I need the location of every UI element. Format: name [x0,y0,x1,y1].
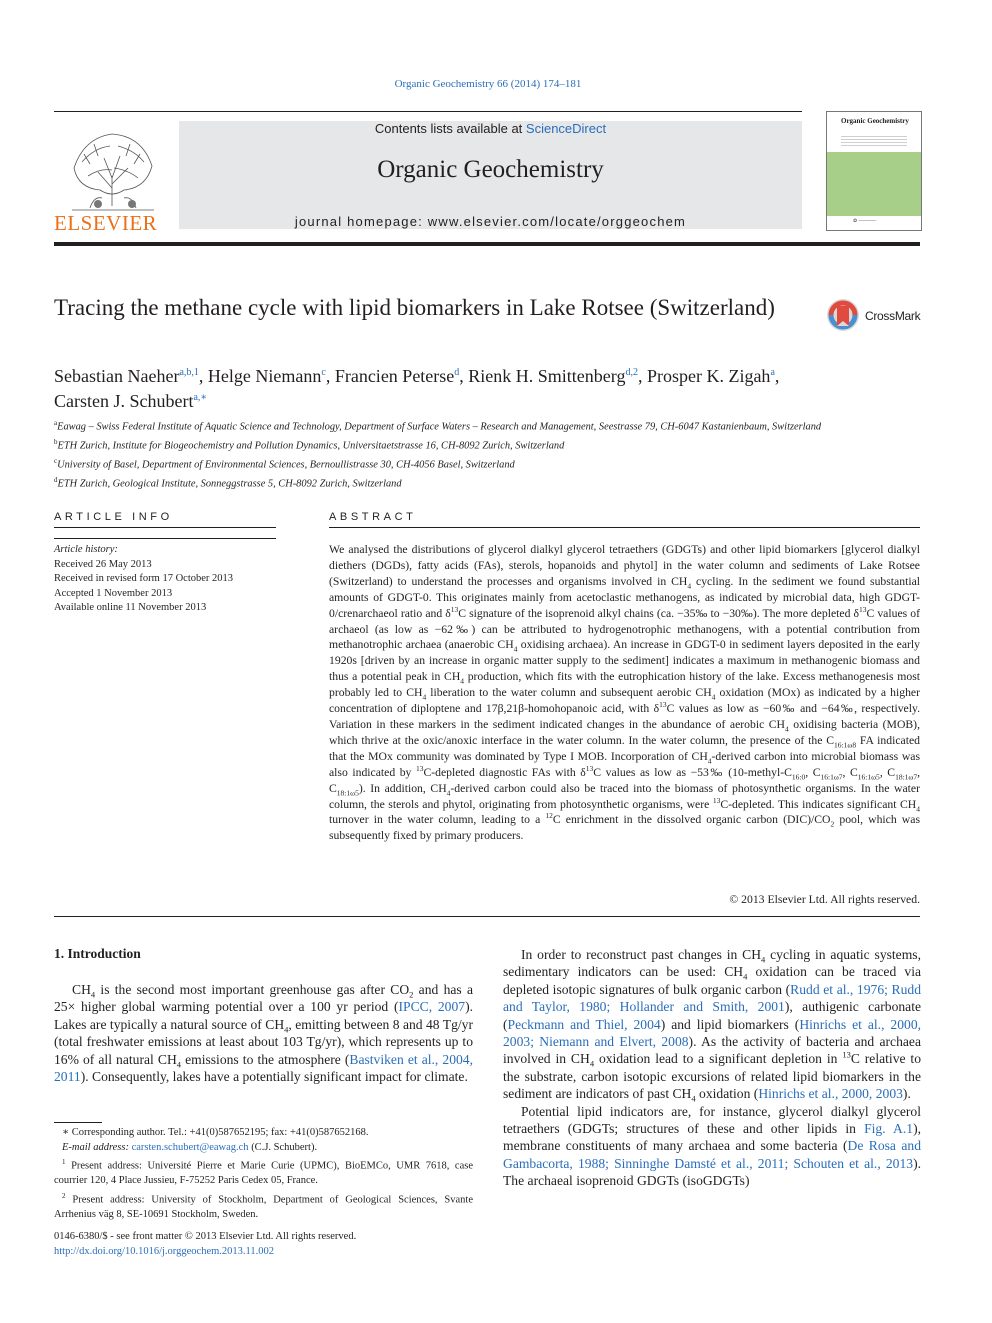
affiliations [54,416,920,492]
citation-link[interactable]: Hinrichs et al., 2000, 2003; Niemann and Elvert, 2008 [503,1016,922,1050]
history-item: Received in revised form 17 October 2013 [54,573,234,584]
author[interactable]: Rienk H. Smittenberg [468,366,626,386]
history-item: Received 26 May 2013 [54,558,152,570]
citation-link[interactable]: Bastviken et al., 2004, 2011 [54,1051,473,1085]
citation-link[interactable]: Hinrichs et al., 2000, 2003 [758,1086,903,1102]
issn-line: 0146-6380/$ - see front matter © 2013 Elsevier Ltd. All rights reserved. [54,1231,357,1242]
figure-link[interactable]: Fig. A.1 [864,1121,914,1137]
body-paragraph: In order to reconstruct past changes in $CH_4$ cycling in aquatic systems, sedimentary indicators can be used: $CH_4$ oxidation can be traced via depleted isotopic signatures of bulk organic carbon (Rudd et al., 1976; Rudd and Taylor, 1980; Hollander and Smith, 2001), authigenic carbonate (Peckmann and Thiel, 2004) and lipid biomarkers (Hinrichs et al., 2000, 2003; Niemann and Elvert, 2008). As the activity of bacteria and archaea involved in $CH_4$ oxidation lead to a significant depletion in $^{13}$C relative to the substrate, carbon isotopic excursions of related lipid biomarkers in the sediment are indicators of past $CH_4$ oxidation (Hinrichs et al., 2000, 2003). [503,947,922,1104]
footnote: $^1$ Present address: Université Pierre et Marie Curie (UPMC), BioEMCo, UMR 7618, case courrier 120, 4 Place Jussieu, F-75252 Paris Cedex 05, France. [54,1158,474,1187]
body-paragraph: $CH_4$ is the second most important greenhouse gas after $CO_2$ and has a 25× higher global warming potential over a 100 yr period (IPCC, 2007). Lakes are typically a natural source of $CH_4$, emitting between 8 and 48 Tg/yr (total freshwater emissions at least about 103 Tg/yr), which represents up to 16% of all natural $CH_4$ emissions to the atmosphere (Bastviken et al., 2004, 2011). Consequently, lakes have a potentially significant impact for climate. [54,982,474,1085]
body-paragraph: Potential lipid indicators are, for instance, glycerol dialkyl glycerol tetraethers (GDGTs; structures of these and other lipids in Fig. A.1), membrane constituents of many archaea and some bacteria (De Rosa and Gambacorta, 1988; Sinninghe Damsté et al., 2011; Schouten et al., 2013). The archaeal isoprenoid GDGTs (isoGDGTs) [503,1103,921,1189]
author[interactable]: Prosper K. Zigah [646,366,771,386]
rule [54,538,276,539]
header-thick-rule [54,242,920,246]
sciencedirect-link[interactable]: ScienceDirect [525,121,607,136]
footnote: ∗ Corresponding author. Tel.: +41(0)587652195; fax: +41(0)587652168. [62,1127,369,1138]
rule [54,527,276,528]
cover-title: Organic Geochemistry [841,117,909,125]
article-info-heading: ARTICLE INFO [54,511,173,523]
header-rule [54,111,802,112]
cover-publisher-mark: ✿ ───── [853,219,877,224]
author[interactable]: Helge Niemann [207,366,322,386]
contents-line: Contents lists available at ScienceDirect [374,121,607,136]
elsevier-wordmark: ELSEVIER [54,211,158,235]
author[interactable]: Sebastian Naeher [54,366,180,386]
abstract-copyright: © 2013 Elsevier Ltd. All rights reserved. [729,893,920,906]
abstract-text: We analysed the distributions of glycerol dialkyl glycerol tetraethers (GDGTs) and other lipid biomarkers [glycerol dialkyl diethers (DGDs), fatty acids (FAs), sterols, hopanoids and phytol] in the water column and sediments of Lake Rotsee (Switzerland) to understand the processes and organisms involved in $CH_4$ cycling. In the sediment we found substantial amounts of GDGT-0. This originates mainly from acetoclastic methanogens, as indicated by microbial data, high GDGT-0/crenarchaeol ratio and $\delta^{13}C$ signature of the isoprenoid alkyl chains (ca. −35‰ to −30‰). The more depleted $\delta^{13}C$ values of archaeol (as low as −62‰) can be attributed to hydrogenotrophic methanogens, with a potential contribution from methanotrophic archaea (anaerobic $CH_4$ oxidising archaea). An increase in GDGT-0 in sediment layers deposited in the early 1920s [driven by an increase in organic matter supply to the sediment] indicates a maximum in methanogenic biomass and thus a potential peak in $CH_4$ production, which fits with the eutrophication history of the lake. Excess methanogenesis most probably led to $CH_4$ liberation to the water column and subsequent aerobic $CH_4$ oxidation (MOx) as indicated by a higher concentration of diploptene and 17β,21β-homohopanoic acid, with $\delta^{13}C$ values as low as −60‰ and −64‰, respectively. Variation in these markers in the sediment indicated changes in the abundance of aerobic $CH_4$ oxidising bacteria (MOB), which thrive at the oxic/anoxic interface in the water column. In the water column, the presence of the $C_{16:1\omega 8}$ FA indicated that the MOx community was dominated by Type I MOB. Incorporation of $CH_4$-derived carbon into microbial biomass was also indicated by $^{13}$C-depleted diagnostic FAs with $\delta^{13}C$ values as low as −53‰ ($10-methyl-C_{16:0}$, $C_{16:1\omega 7}$, $C_{16:1\omega 5}$, $C_{18:1\omega 7}$, $C_{18:1\omega 5}$). In addition, $CH_4$-derived carbon could also be traced into the biomass of photosynthetic organisms. In the water column, the sterols and phytol, originating from photosynthetic organisms, were $^{13}$C-depleted. This indicates significant $CH_4$ turnover in the water column, leading to a $^{12}$C enrichment in the dissolved organic carbon $(DIC)/CO_2$ pool, which was subsequently fixed by primary producers. [329,543,921,843]
abstract-heading: ABSTRACT [329,511,417,523]
footnote: E-mail address: carsten.schubert@eawag.ch (C.J. Schubert). [62,1141,318,1153]
email-link[interactable]: carsten.schubert@eawag.ch [131,1141,249,1153]
journal-title: Organic Geochemistry [377,156,604,183]
footnote: $^2$ Present address: University of Stockholm, Department of Geological Sciences, Svante Arrhenius väg 8, SE-10691 Stockholm, Sweden. [54,1191,473,1220]
footnote-rule [54,1122,102,1123]
journal-homepage[interactable]: journal homepage: www.elsevier.com/locate/orggeochem [294,214,687,229]
doi-link[interactable]: http://dx.doi.org/10.1016/j.orggeochem.2013.11.002 [54,1245,275,1257]
article-title: Tracing the methane cycle with lipid biomarkers in Lake Rotsee (Switzerland) [54,295,775,320]
journal-citation[interactable]: Organic Geochemistry 66 (2014) 174–181 [394,78,582,90]
affiliation: $^b$ETH Zurich, Institute for Biogeochemistry and Pollution Dynamics, Universitaetstrasse 16, CH-8092 Zurich, Switzerland [54,438,565,452]
rule [329,527,920,528]
author[interactable]: Carsten J. Schubert [54,391,194,411]
citation-link[interactable]: Rudd et al., 1976; Rudd and Taylor, 1980; Hollander and Smith, 2001 [503,981,921,1015]
front-matter-footer [54,1230,654,1259]
cover-text-lines [841,134,907,146]
affiliation: $^c$University of Basel, Department of Environmental Sciences, Bernoullistrasse 30, CH-4056 Basel, Switzerland [54,457,515,471]
cover-green-band [827,152,921,216]
article-history [54,543,284,616]
history-item: Available online 11 November 2013 [54,602,207,613]
footnotes [54,1126,473,1223]
affiliation: $^d$ETH Zurich, Geological Institute, Sonneggstrasse 5, CH-8092 Zurich, Switzerland [54,476,402,490]
section-heading: 1. Introduction [54,946,141,961]
author-list: Sebastian Naeher$^{a,b,1}$, Helge Niemann$^c$, Francien Peterse$^d$, Rienk H. Smittenberg$^{d,2}$, Prosper K. Zigah$^a$, Carsten J. Schubert$^{a,∗}$ [54,366,780,411]
history-label: Article history: [54,544,118,555]
author[interactable]: Francien Peterse [334,366,455,386]
citation-link[interactable]: De Rosa and Gambacorta, 1988; Sinninghe Damsté et al., 2011; Schouten et al., 2013 [503,1138,921,1171]
affiliation: $^a$Eawag – Swiss Federal Institute of Aquatic Science and Technology, Department of Surface Waters – Research and Management, Seestrasse 79, CH-6047 Kastanienbaum, Switzerland [54,419,822,433]
journal-cover-thumbnail[interactable] [826,111,922,231]
history-item: Accepted 1 November 2013 [54,587,173,599]
right-column [503,946,921,1190]
citation-link[interactable]: IPCC, 2007 [398,999,466,1015]
crossmark-label[interactable]: CrossMark [865,309,921,323]
citation-link[interactable]: Peckmann and Thiel, 2004 [507,1016,661,1032]
rule [54,916,920,917]
